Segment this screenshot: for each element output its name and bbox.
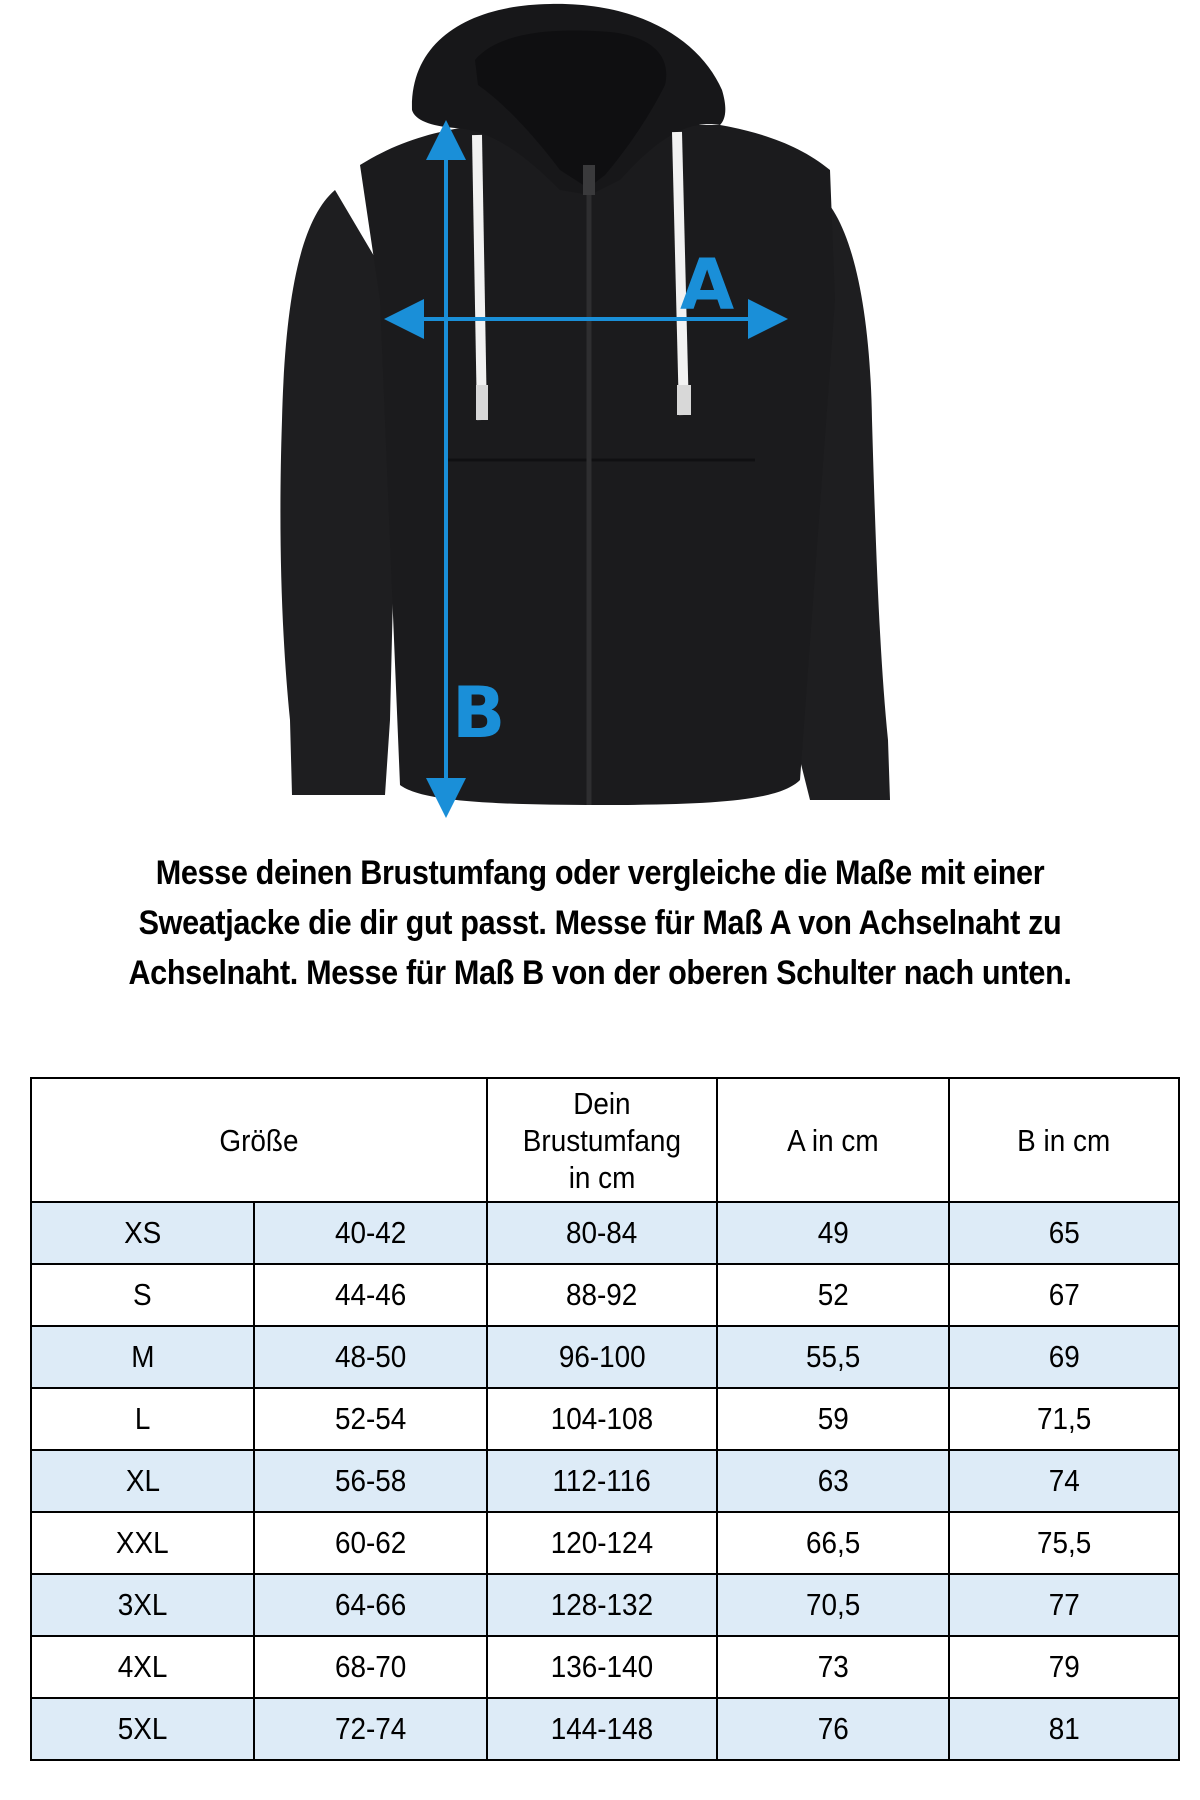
table-row — [31, 1698, 1179, 1760]
hoodie-illustration — [0, 0, 1200, 830]
cell-size: S — [31, 1264, 254, 1326]
cell-a: 73 — [717, 1636, 949, 1698]
measuring-instructions: Messe deinen Brustumfang oder vergleiche die Maße mit einer Sweatjacke die dir gut passt. Messe für Maß A von Achselnaht zu Achselnaht. Messe für Maß B von der oberen Schulter nach unten. — [128, 854, 1072, 992]
cell-size: XL — [31, 1450, 254, 1512]
cell-eu-size: 40-42 — [254, 1202, 487, 1264]
cell-eu-size: 68-70 — [254, 1636, 487, 1698]
cell-eu-size: 56-58 — [254, 1450, 487, 1512]
cell-b: 75,5 — [949, 1512, 1179, 1574]
cell-chest: 120-124 — [487, 1512, 717, 1574]
cell-chest: 104-108 — [487, 1388, 717, 1450]
cell-b: 71,5 — [949, 1388, 1179, 1450]
cell-a: 70,5 — [717, 1574, 949, 1636]
hoodie-measurement-figure — [0, 0, 1200, 830]
cell-b: 77 — [949, 1574, 1179, 1636]
cell-a: 52 — [717, 1264, 949, 1326]
cell-b: 69 — [949, 1326, 1179, 1388]
cell-a: 59 — [717, 1388, 949, 1450]
cell-size: 4XL — [31, 1636, 254, 1698]
table-row — [31, 1202, 1179, 1264]
cell-b: 67 — [949, 1264, 1179, 1326]
header-size: Größe — [31, 1078, 487, 1202]
table-row — [31, 1450, 1179, 1512]
cell-eu-size: 48-50 — [254, 1326, 487, 1388]
cell-size: 5XL — [31, 1698, 254, 1760]
drawstring-left — [477, 135, 482, 420]
cell-a: 76 — [717, 1698, 949, 1760]
cell-eu-size: 60-62 — [254, 1512, 487, 1574]
cell-eu-size: 72-74 — [254, 1698, 487, 1760]
cell-eu-size: 44-46 — [254, 1264, 487, 1326]
cell-b: 81 — [949, 1698, 1179, 1760]
table-header-row — [31, 1078, 1179, 1202]
header-b: B in cm — [949, 1078, 1179, 1202]
cell-chest: 96-100 — [487, 1326, 717, 1388]
cell-b: 65 — [949, 1202, 1179, 1264]
table-row — [31, 1636, 1179, 1698]
cell-chest: 112-116 — [487, 1450, 717, 1512]
cell-size: L — [31, 1388, 254, 1450]
cell-chest: 88-92 — [487, 1264, 717, 1326]
table-row — [31, 1574, 1179, 1636]
cell-a: 63 — [717, 1450, 949, 1512]
cell-chest: 80-84 — [487, 1202, 717, 1264]
table-row — [31, 1512, 1179, 1574]
measurement-label-a: A — [680, 244, 735, 326]
table-row — [31, 1326, 1179, 1388]
header-a: A in cm — [717, 1078, 949, 1202]
cell-chest: 128-132 — [487, 1574, 717, 1636]
cell-a: 66,5 — [717, 1512, 949, 1574]
cell-chest: 144-148 — [487, 1698, 717, 1760]
cell-a: 49 — [717, 1202, 949, 1264]
hoodie-body — [360, 125, 835, 805]
table-row — [31, 1388, 1179, 1450]
cell-b: 79 — [949, 1636, 1179, 1698]
cell-size: M — [31, 1326, 254, 1388]
cell-a: 55,5 — [717, 1326, 949, 1388]
cell-b: 74 — [949, 1450, 1179, 1512]
cell-eu-size: 64-66 — [254, 1574, 487, 1636]
measurement-label-b: B — [452, 672, 506, 754]
cell-size: XXL — [31, 1512, 254, 1574]
table-row — [31, 1264, 1179, 1326]
cell-chest: 136-140 — [487, 1636, 717, 1698]
header-chest: Dein Brustumfang in cm — [487, 1078, 717, 1202]
cell-size: 3XL — [31, 1574, 254, 1636]
cell-size: XS — [31, 1202, 254, 1264]
size-chart-table — [30, 1077, 1180, 1761]
cell-eu-size: 52-54 — [254, 1388, 487, 1450]
